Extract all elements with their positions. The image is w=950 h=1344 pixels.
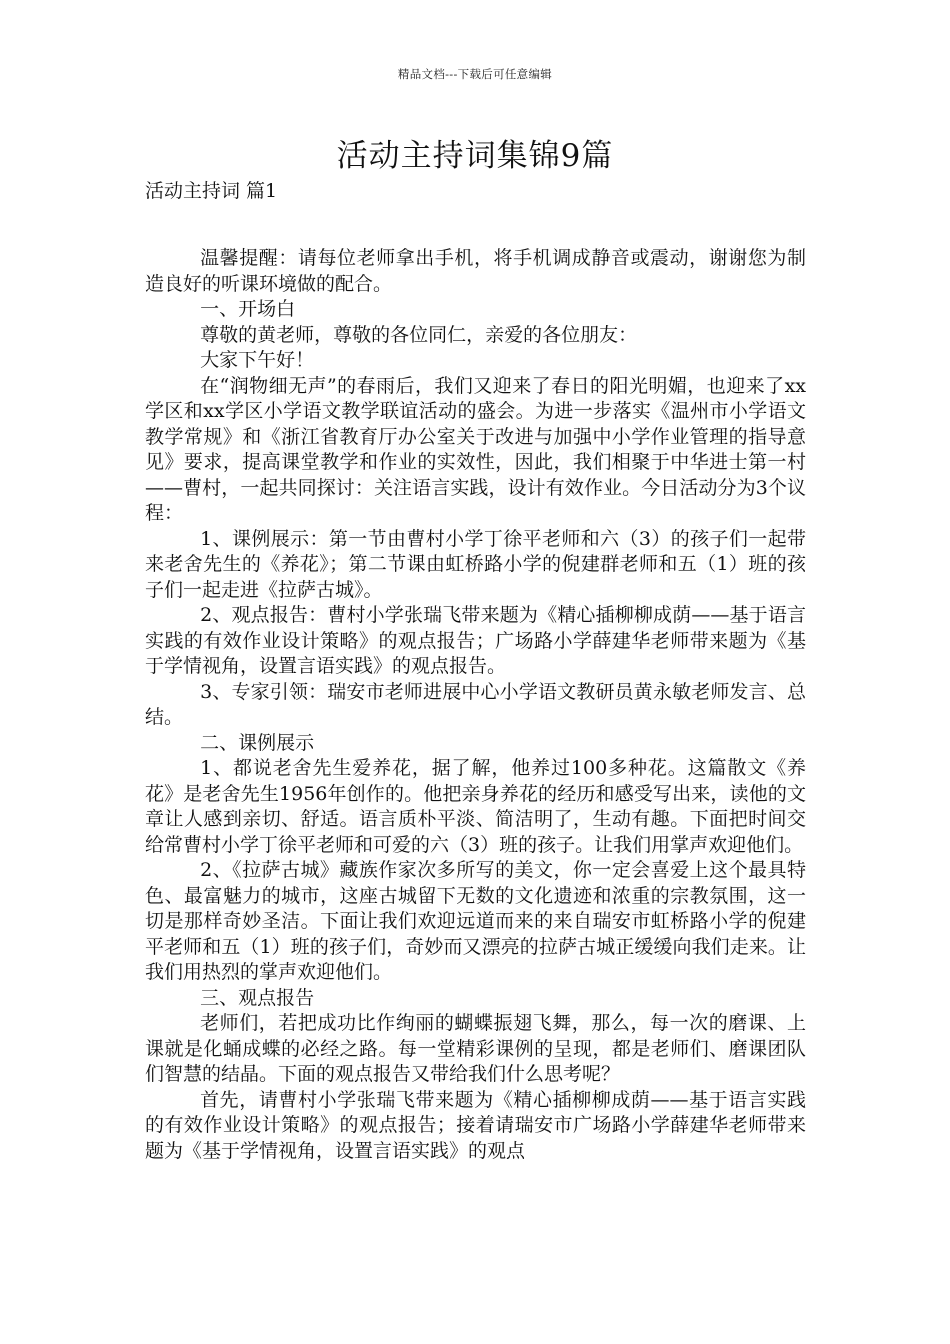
paragraph: 老师们，若把成功比作绚丽的蝴蝶振翅飞舞，那么，每一次的磨课、上课就是化蛹成蝶的必经之路。每一堂精彩课例的呈现，都是老师们、磨课团队们智慧的结晶。下面的观点报告又带给我们什么思考呢？ — [145, 1012, 806, 1085]
paragraph: 大家下午好！ — [200, 349, 315, 371]
paragraph: 3、专家引领：瑞安市老师进展中心小学语文教研员黄永敏老师发言、总结。 — [145, 680, 806, 728]
document-body — [145, 246, 806, 1164]
paragraph: 首先，请曹村小学张瑞飞带来题为《精心插柳柳成荫——基于语言实践的有效作业设计策略》的观点报告；接着请瑞安市广场路小学薛建华老师带来题为《基于学情视角，设置言语实践》的观点 — [145, 1088, 806, 1162]
paragraph: 在“润物细无声”的春雨后，我们又迎来了春日的阳光明媚，也迎来了xx学区和xx学区小学语文教学联谊活动的盛会。为进一步落实《温州市小学语文教学常规》和《浙江省教育厅办公室关于改进与加强中小学作业管理的指导意见》要求，提高课堂教学和作业的实效性，因此，我们相聚于中华进士第一村——曹村，一起共同探讨：关注语言实践，设计有效作业。今日活动分为3个议程： — [145, 374, 806, 524]
paragraph: 温馨提醒：请每位老师拿出手机，将手机调成静音或震动，谢谢您为制造良好的听课环境做的配合。 — [145, 247, 806, 295]
document-title: 活动主持词集锦9篇 — [336, 138, 614, 174]
section-heading: 二、课例展示 — [200, 731, 315, 754]
page-header-note: 精品文档---下载后可任意编辑 — [397, 67, 553, 81]
paragraph: 1、课例展示：第一节由曹村小学丁徐平老师和六（3）的孩子们一起带来老舍先生的《养花》；第二节课由虹桥路小学的倪建群老师和五（1）班的孩子们一起走进《拉萨古城》。 — [145, 527, 806, 601]
section-heading: 一、开场白 — [200, 298, 296, 320]
paragraph: 尊敬的黄老师，尊敬的各位同仁，亲爱的各位朋友： — [200, 323, 638, 346]
paragraph: 2、《拉萨古城》藏族作家次多所写的美文，你一定会喜爱上这个最具特色、最富魅力的城市，这座古城留下无数的文化遗迹和浓重的宗教氛围，这一切是那样奇妙圣洁。下面让我们欢迎远道而来的来自瑞安市虹桥路小学的倪建平老师和五（1）班的孩子们，奇妙而又漂亮的拉萨古城正缓缓向我们走来。让我们用热烈的掌声欢迎他们。 — [145, 859, 806, 983]
document-subtitle: 活动主持词 篇1 — [145, 180, 278, 202]
section-heading: 三、观点报告 — [200, 986, 315, 1009]
paragraph: 1、都说老舍先生爱养花，据了解，他养过100多种花。这篇散文《养花》是老舍先生1956年创作的。他把亲身养花的经历和感受写出来，读他的文章让人感到亲切、舒适。语言质朴平淡、简洁明了，生动有趣。下面把时间交给常曹村小学丁徐平老师和可爱的六（3）班的孩子。让我们用掌声欢迎他们。 — [145, 757, 806, 856]
paragraph: 2、观点报告：曹村小学张瑞飞带来题为《精心插柳柳成荫——基于语言实践的有效作业设计策略》的观点报告；广场路小学薛建华老师带来题为《基于学情视角，设置言语实践》的观点报告。 — [145, 604, 806, 677]
